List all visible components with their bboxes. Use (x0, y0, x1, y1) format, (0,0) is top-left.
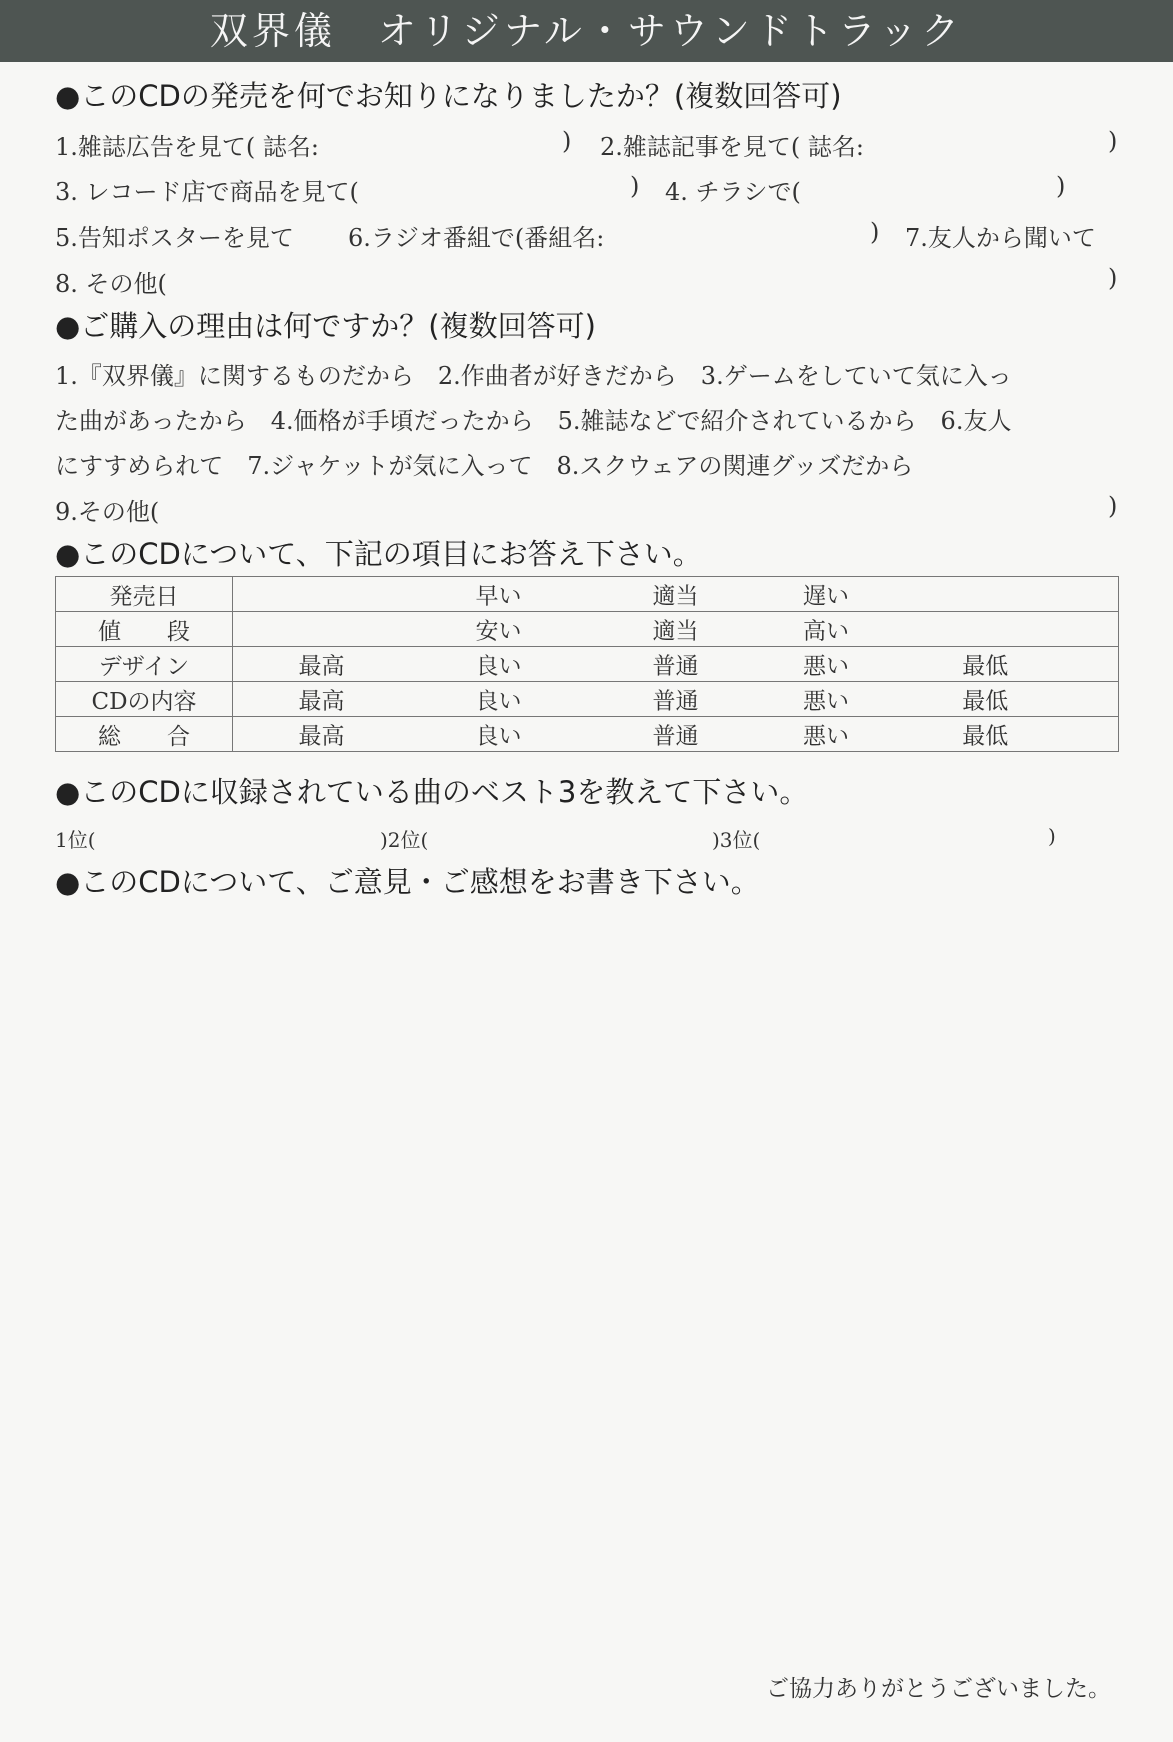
question-2-heading: ●ご購入の理由は何ですか？(複数回答可) (55, 309, 596, 343)
q1-option-5[interactable]: 5.告知ポスターを見て (55, 224, 294, 252)
evaluation-row-label: 総 合 (56, 717, 233, 752)
comment-area[interactable] (55, 900, 1119, 1620)
evaluation-option[interactable]: 最高 (298, 723, 345, 750)
evaluation-option[interactable]: 最低 (962, 653, 1009, 680)
question-3-heading: ●このCDについて、下記の項目にお答え下さい。 (55, 537, 702, 571)
evaluation-row (56, 647, 1119, 682)
page-title: 双界儀 オリジナル・サウンドトラック (209, 9, 964, 53)
evaluation-options (233, 612, 1119, 647)
evaluation-options (233, 682, 1119, 717)
q1-option-8[interactable]: 8. その他( (55, 270, 167, 298)
evaluation-row (56, 577, 1119, 612)
evaluation-row-label: デザイン (56, 647, 233, 682)
evaluation-row (56, 682, 1119, 717)
evaluation-row-label: 発売日 (56, 577, 233, 612)
evaluation-option[interactable]: 早い (475, 583, 522, 610)
evaluation-options (233, 717, 1119, 752)
evaluation-option[interactable]: 普通 (652, 688, 699, 715)
question-4-heading: ●このCDに収録されている曲のベスト3を教えて下さい。 (55, 775, 809, 809)
evaluation-row-label: 値 段 (56, 612, 233, 647)
rank-2-field[interactable]: )2位( (380, 828, 429, 852)
evaluation-option[interactable]: 普通 (652, 723, 699, 750)
evaluation-row (56, 717, 1119, 752)
evaluation-table (55, 576, 1119, 752)
evaluation-option[interactable]: 安い (475, 618, 522, 645)
evaluation-option[interactable]: 悪い (802, 653, 849, 680)
evaluation-options (233, 577, 1119, 612)
q1-option-3[interactable]: 3. レコード店で商品を見て( (55, 178, 359, 206)
page-title-banner (0, 0, 1173, 62)
thanks-message: ご協力ありがとうございました。 (766, 1676, 1111, 1702)
rank-close: ) (1048, 824, 1056, 848)
evaluation-option[interactable]: 普通 (652, 653, 699, 680)
q1-option-6[interactable]: 6.ラジオ番組で(番組名: (348, 224, 605, 252)
evaluation-option[interactable]: 適当 (652, 583, 699, 610)
evaluation-option[interactable]: 悪い (802, 723, 849, 750)
evaluation-option[interactable]: 悪い (802, 688, 849, 715)
q2-options-line-3[interactable]: にすすめられて 7.ジャケットが気に入って 8.スクウェアの関連グッズだから (55, 452, 914, 480)
evaluation-row-label: CDの内容 (56, 682, 233, 717)
question-5-heading: ●このCDについて、ご意見・ご感想をお書き下さい。 (55, 865, 760, 899)
evaluation-option[interactable]: 高い (802, 618, 849, 645)
q1-option-7[interactable]: 7.友人から聞いて (905, 224, 1096, 252)
evaluation-option[interactable]: 最高 (298, 653, 345, 680)
evaluation-options (233, 647, 1119, 682)
evaluation-option[interactable]: 良い (475, 653, 522, 680)
evaluation-option[interactable]: 最高 (298, 688, 345, 715)
evaluation-option[interactable]: 良い (475, 688, 522, 715)
q1-option-2-close: ) (1108, 127, 1118, 155)
q2-options-line-2[interactable]: た曲があったから 4.価格が手頃だったから 5.雑誌などで紹介されているから 6.友人 (55, 407, 1012, 435)
evaluation-row (56, 612, 1119, 647)
rank-1-field[interactable]: 1位( (55, 828, 96, 852)
evaluation-option[interactable]: 最低 (962, 723, 1009, 750)
q2-options-line-1[interactable]: 1.『双界儀』に関するものだから 2.作曲者が好きだから 3.ゲームをしていて気に入っ (55, 362, 1012, 390)
q1-option-8-close: ) (1108, 264, 1118, 292)
evaluation-option[interactable]: 遅い (802, 583, 849, 610)
rank-3-field[interactable]: )3位( (712, 828, 761, 852)
evaluation-option[interactable]: 適当 (652, 618, 699, 645)
q1-option-2[interactable]: 2.雑誌記事を見て( 誌名: (600, 133, 864, 161)
evaluation-option[interactable]: 最低 (962, 688, 1009, 715)
question-1-heading: ●このCDの発売を何でお知りになりましたか？(複数回答可) (55, 79, 842, 113)
evaluation-option[interactable]: 良い (475, 723, 522, 750)
q1-option-6-close: ) (870, 218, 880, 246)
q1-option-4[interactable]: 4. チラシで( (665, 178, 801, 206)
q2-option-9[interactable]: 9.その他( (55, 498, 160, 526)
q1-option-3-close: ) (630, 172, 640, 200)
q1-option-4-close: ) (1056, 172, 1066, 200)
q1-option-1[interactable]: 1.雑誌広告を見て( 誌名: (55, 133, 319, 161)
q2-option-9-close: ) (1108, 492, 1118, 520)
q1-option-1-close: ) (562, 127, 572, 155)
